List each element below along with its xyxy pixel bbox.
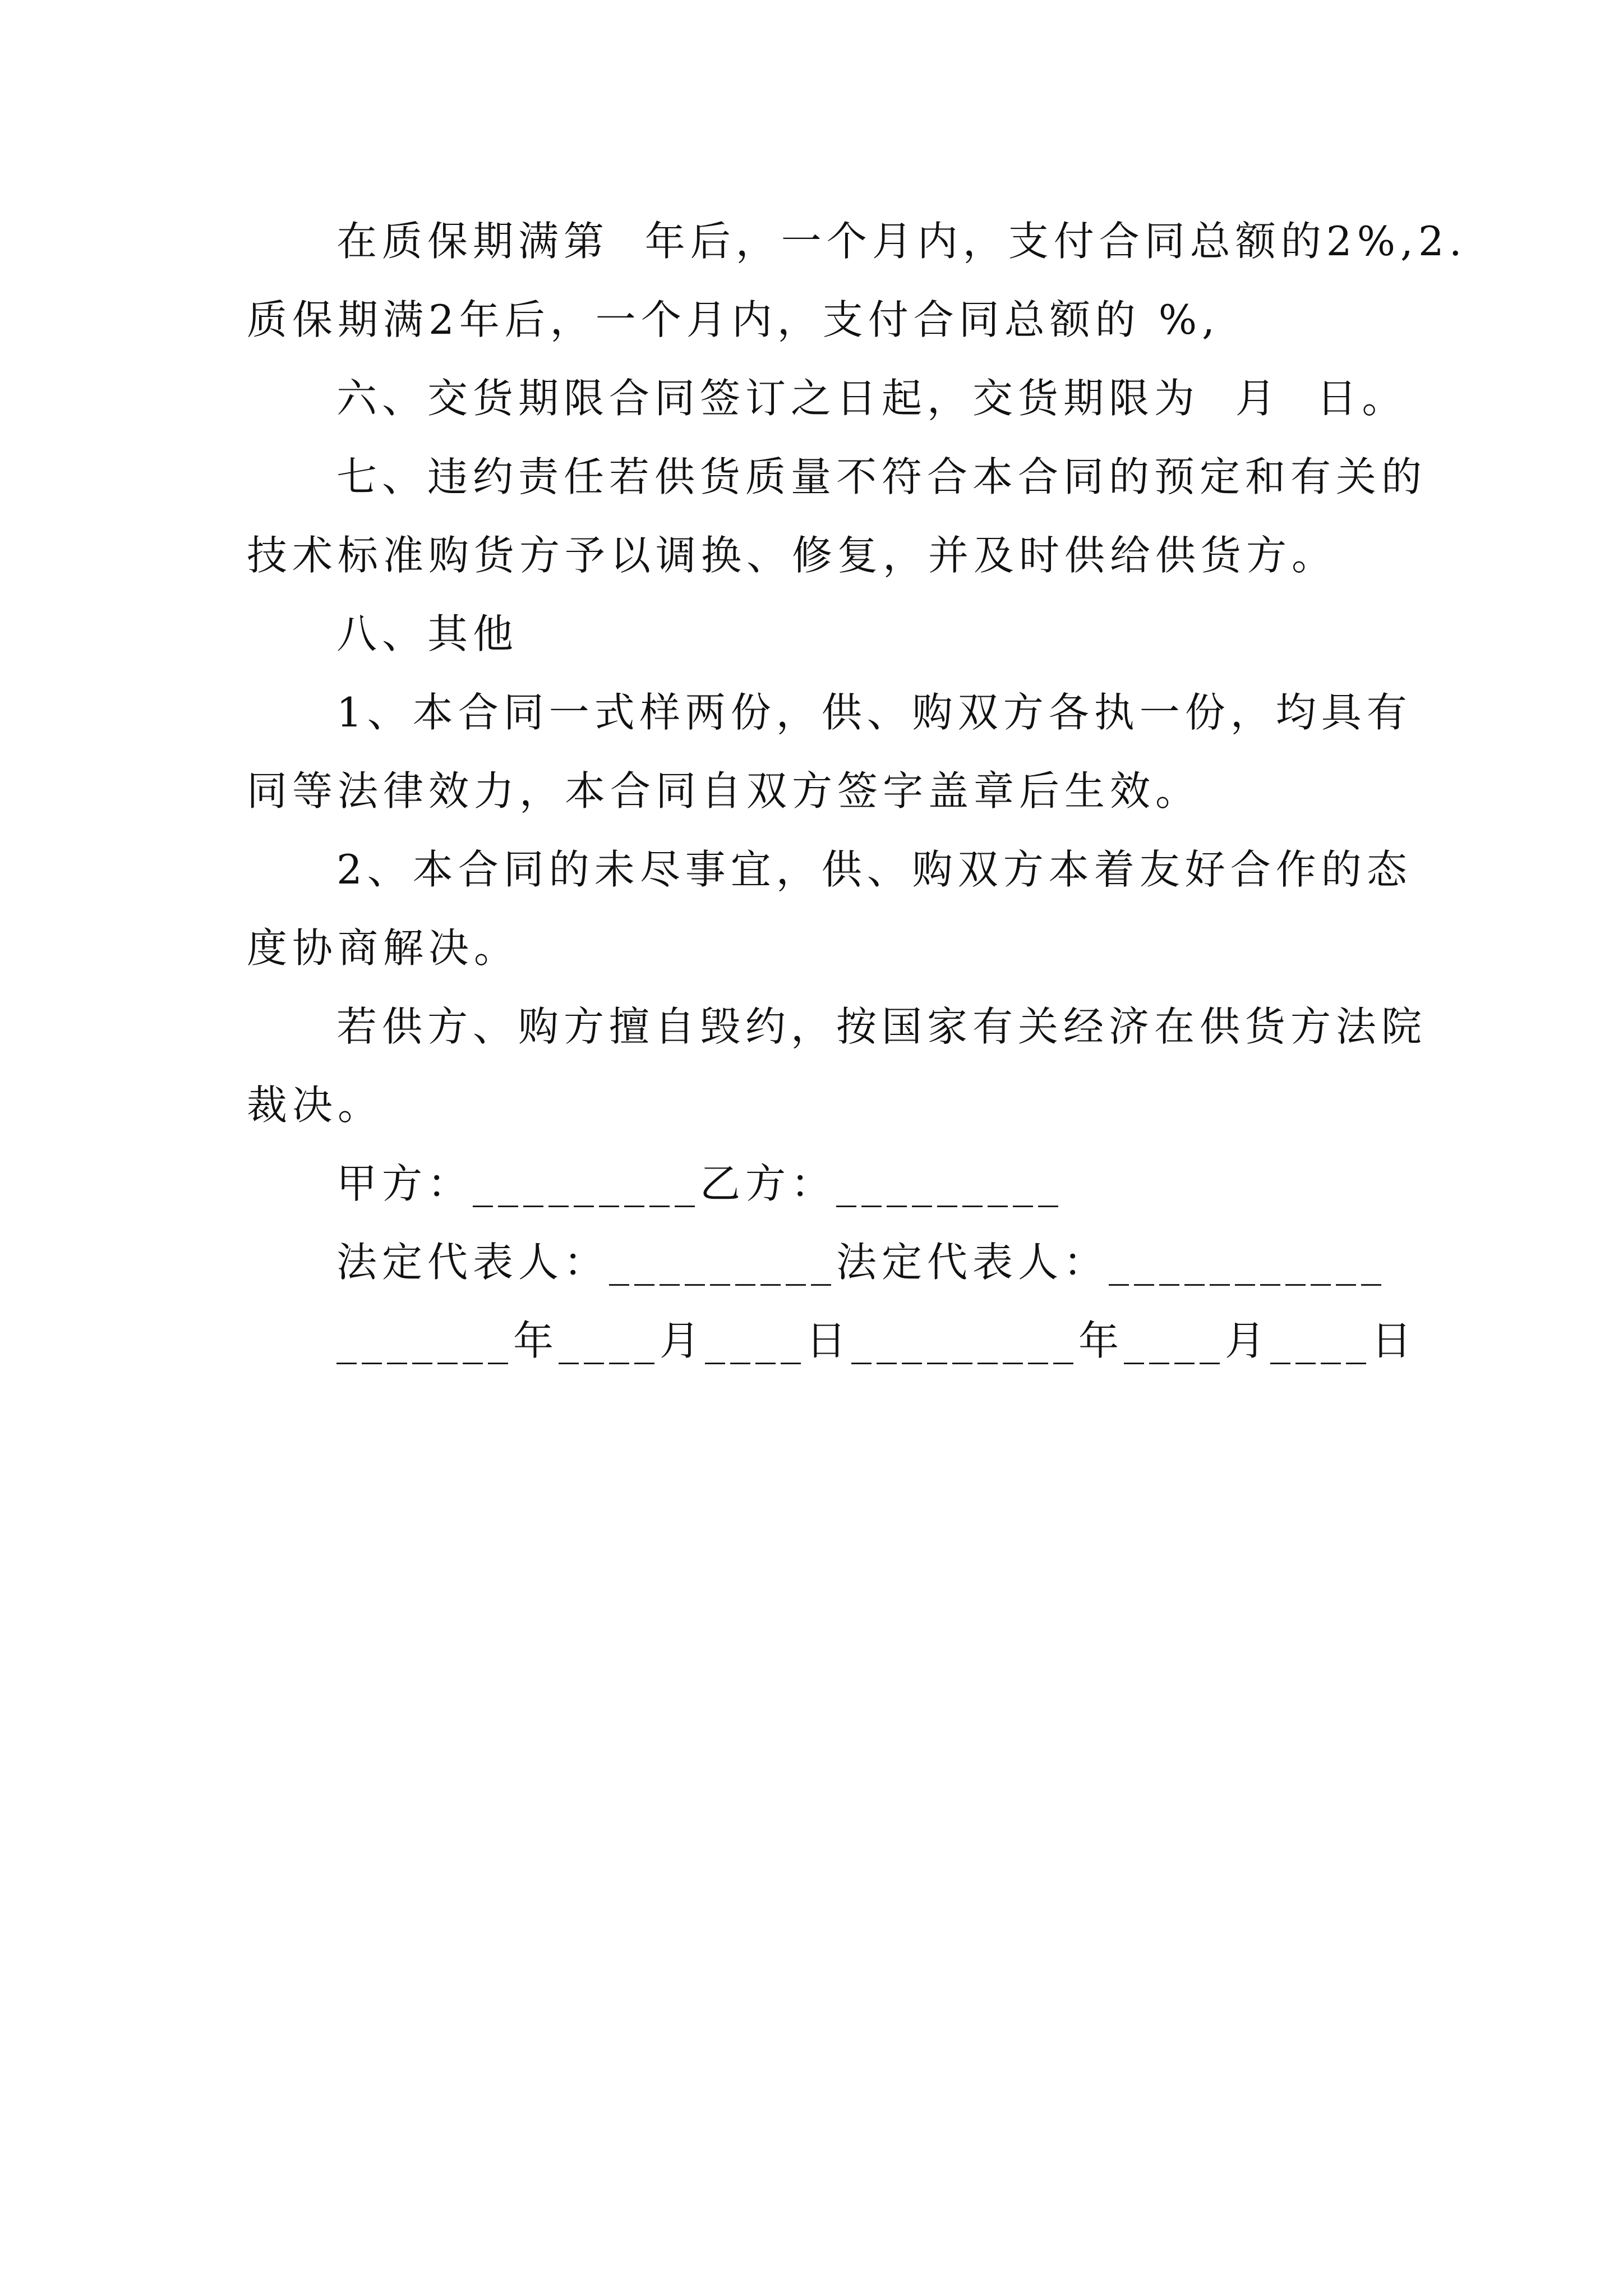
paragraph-line-11: 若供方、购方擅自毁约，按国家有关经济在供货方法院 xyxy=(336,1003,1427,1050)
paragraph-line-2: 质保期满2年后，一个月内，支付合同总额的 %, xyxy=(247,296,1220,343)
paragraph-line-12: 裁决。 xyxy=(247,1082,384,1129)
signature-parties: 甲方：_________乙方：_________ xyxy=(336,1160,1064,1207)
paragraph-line-9: 2、本合同的未尽事宜，供、购双方本着友好合作的态 xyxy=(336,846,1412,893)
signature-legal-reps: 法定代表人：_________法定代表人：___________ xyxy=(336,1239,1387,1286)
paragraph-line-3: 六、交货期限合同签订之日起，交货期限为 月 日。 xyxy=(336,375,1408,422)
signature-dates: _______年____月____日_________年____月____日 xyxy=(336,1317,1417,1364)
paragraph-line-7: 1、本合同一式样两份，供、购双方各执一份，均具有 xyxy=(336,689,1412,736)
paragraph-line-8: 同等法律效力，本合同自双方签字盖章后生效。 xyxy=(247,767,1201,815)
paragraph-line-4: 七、违约责任若供货质量不符合本合同的预定和有关的 xyxy=(336,453,1427,500)
paragraph-line-5: 技术标准购货方予以调换、修复，并及时供给供货方。 xyxy=(247,532,1338,579)
paragraph-line-10: 度协商解决。 xyxy=(247,924,520,972)
paragraph-line-1: 在质保期满第 年后，一个月内，支付合同总额的2%,2. xyxy=(336,218,1467,265)
paragraph-line-6: 八、其他 xyxy=(336,610,519,657)
